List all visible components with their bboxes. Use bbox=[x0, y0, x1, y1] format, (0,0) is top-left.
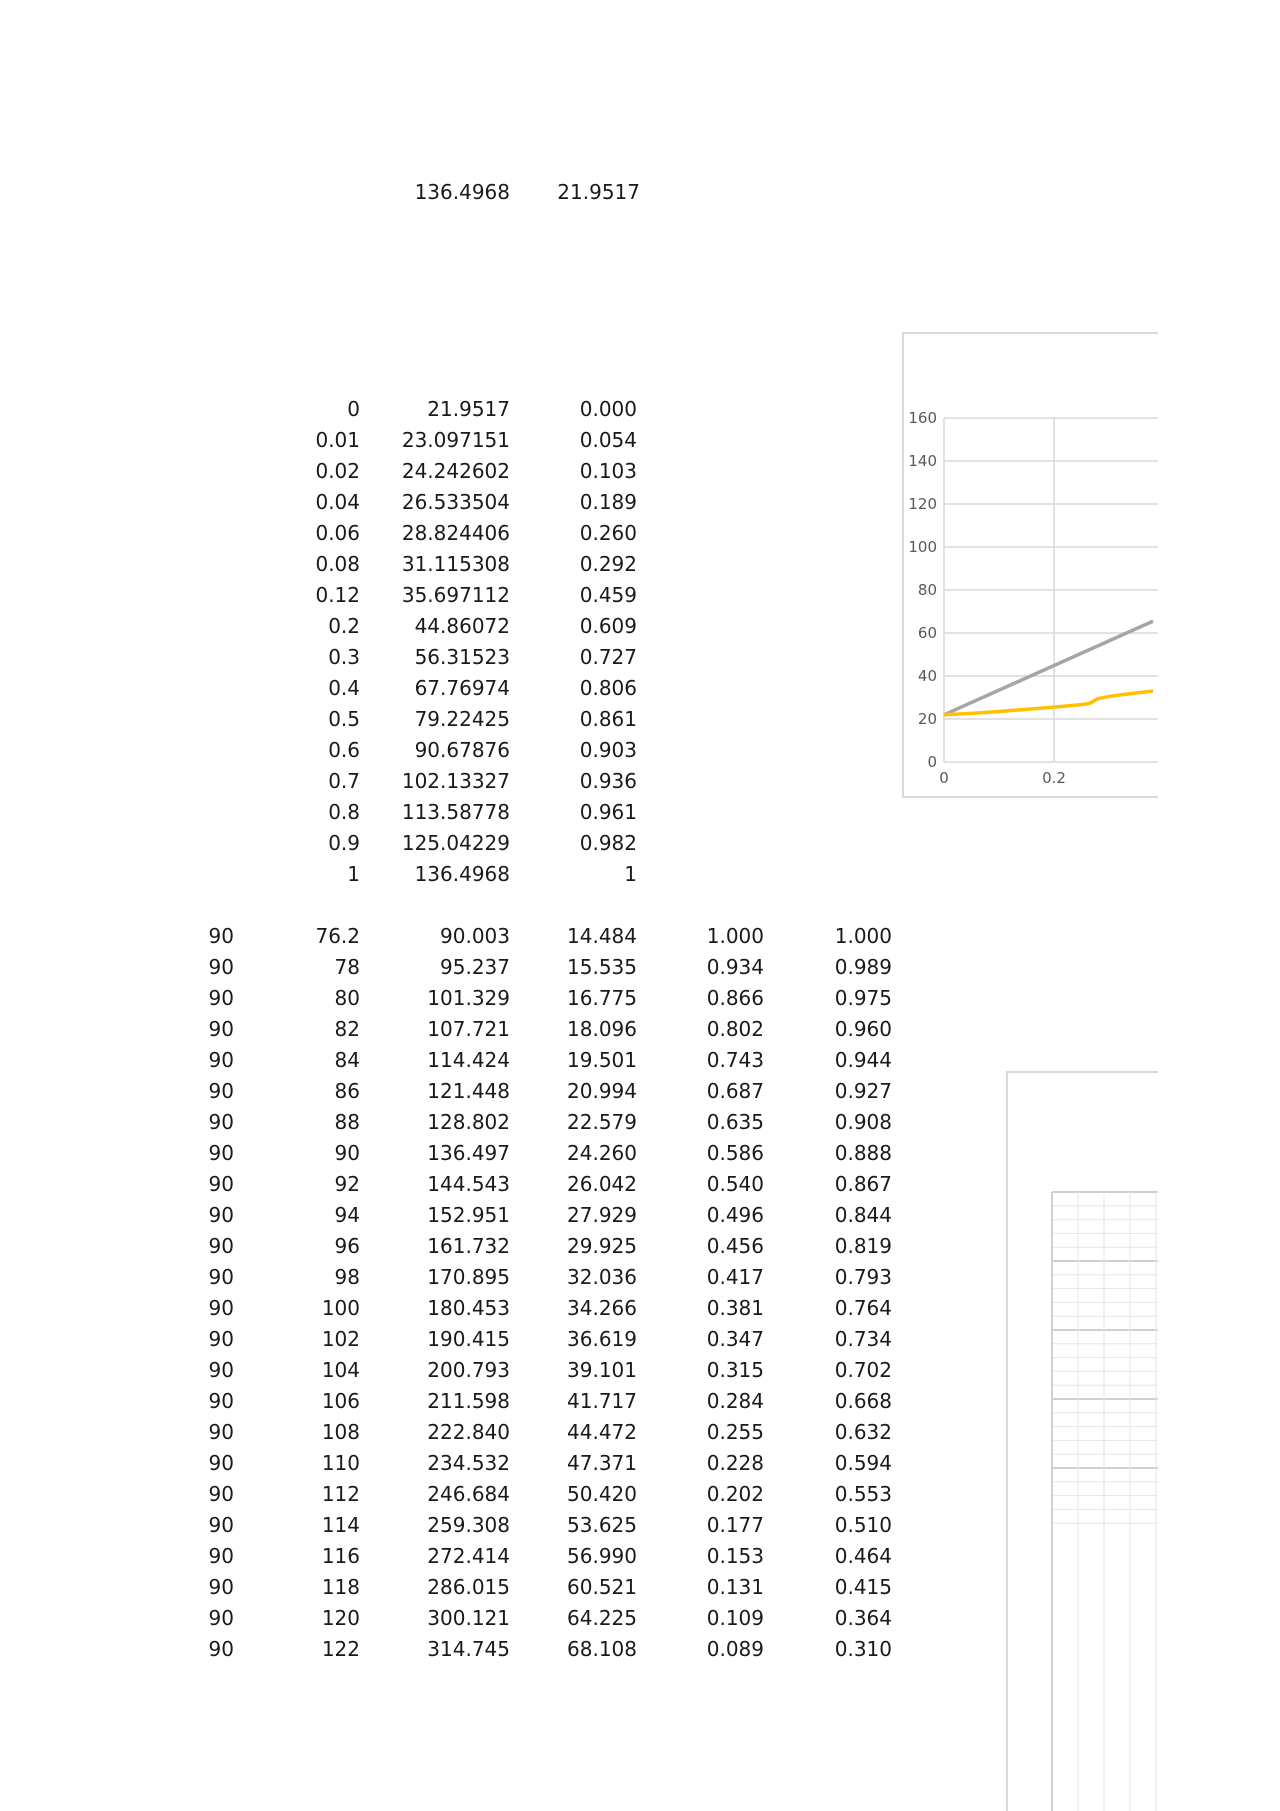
table2-cell-r21-c0: 90 bbox=[208, 1575, 234, 1599]
table2-cell-r1-c2: 95.237 bbox=[440, 955, 510, 979]
table2-cell-r12-c3: 34.266 bbox=[567, 1296, 637, 1320]
table2-cell-r11-c1: 98 bbox=[334, 1265, 360, 1289]
table2-cell-r16-c4: 0.255 bbox=[706, 1420, 764, 1444]
table2-cell-r17-c2: 234.532 bbox=[427, 1451, 510, 1475]
table1-cell-r1-c1: 23.097151 bbox=[401, 428, 510, 452]
table1-cell-r10-c1: 79.22425 bbox=[414, 707, 510, 731]
table2-cell-r8-c4: 0.540 bbox=[706, 1172, 764, 1196]
table2-cell-r22-c3: 64.225 bbox=[567, 1606, 637, 1630]
table2-cell-r21-c2: 286.015 bbox=[427, 1575, 510, 1599]
table2-cell-r0-c5: 1.000 bbox=[834, 924, 892, 948]
table1-cell-r7-c0: 0.2 bbox=[328, 614, 360, 638]
table2-cell-r6-c2: 128.802 bbox=[427, 1110, 510, 1134]
table2-cell-r2-c5: 0.975 bbox=[834, 986, 892, 1010]
table2-cell-r0-c2: 90.003 bbox=[440, 924, 510, 948]
y-tick-label: 160 bbox=[908, 409, 937, 427]
table2-cell-r3-c2: 107.721 bbox=[427, 1017, 510, 1041]
table1-cell-r9-c2: 0.806 bbox=[579, 676, 637, 700]
y-tick-label: 140 bbox=[908, 452, 937, 470]
table2-cell-r11-c2: 170.895 bbox=[427, 1265, 510, 1289]
table2-cell-r9-c0: 90 bbox=[208, 1203, 234, 1227]
table2-cell-r11-c0: 90 bbox=[208, 1265, 234, 1289]
table2-cell-r6-c5: 0.908 bbox=[834, 1110, 892, 1134]
table1-cell-r14-c0: 0.9 bbox=[328, 831, 360, 855]
table2-cell-r2-c0: 90 bbox=[208, 986, 234, 1010]
table2-cell-r10-c5: 0.819 bbox=[834, 1234, 892, 1258]
table2-cell-r13-c0: 90 bbox=[208, 1327, 234, 1351]
table2-cell-r8-c5: 0.867 bbox=[834, 1172, 892, 1196]
table2-cell-r13-c4: 0.347 bbox=[706, 1327, 764, 1351]
header-value-b: 21.9517 bbox=[557, 180, 640, 204]
table2-cell-r5-c2: 121.448 bbox=[427, 1079, 510, 1103]
table2-cell-r15-c0: 90 bbox=[208, 1389, 234, 1413]
y-tick-label: 100 bbox=[908, 538, 937, 556]
table1-cell-r15-c1: 136.4968 bbox=[414, 862, 510, 886]
table1-cell-r6-c1: 35.697112 bbox=[401, 583, 510, 607]
table2-cell-r22-c0: 90 bbox=[208, 1606, 234, 1630]
table2-cell-r21-c3: 60.521 bbox=[567, 1575, 637, 1599]
table2-cell-r20-c4: 0.153 bbox=[706, 1544, 764, 1568]
table2-cell-r20-c1: 116 bbox=[321, 1544, 360, 1568]
table2-cell-r14-c5: 0.702 bbox=[834, 1358, 892, 1382]
table2-cell-r15-c3: 41.717 bbox=[567, 1389, 637, 1413]
table2-cell-r15-c5: 0.668 bbox=[834, 1389, 892, 1413]
table2-cell-r6-c3: 22.579 bbox=[567, 1110, 637, 1134]
table2-cell-r12-c1: 100 bbox=[321, 1296, 360, 1320]
table1-cell-r13-c1: 113.58778 bbox=[401, 800, 510, 824]
table2-cell-r10-c0: 90 bbox=[208, 1234, 234, 1258]
table2-cell-r13-c3: 36.619 bbox=[567, 1327, 637, 1351]
table1-cell-r14-c1: 125.04229 bbox=[401, 831, 510, 855]
table2-cell-r8-c1: 92 bbox=[334, 1172, 360, 1196]
table1-cell-r5-c2: 0.292 bbox=[579, 552, 637, 576]
table2-cell-r8-c3: 26.042 bbox=[567, 1172, 637, 1196]
table1-cell-r4-c0: 0.06 bbox=[315, 521, 360, 545]
table1-cell-r12-c2: 0.936 bbox=[579, 769, 637, 793]
table1-cell-r5-c0: 0.08 bbox=[315, 552, 360, 576]
y-tick-label: 40 bbox=[917, 667, 937, 685]
table1-cell-r15-c2: 1 bbox=[624, 862, 637, 886]
table2-cell-r19-c4: 0.177 bbox=[706, 1513, 764, 1537]
table2-cell-r2-c2: 101.329 bbox=[427, 986, 510, 1010]
header-value-a: 136.4968 bbox=[414, 180, 510, 204]
table1-cell-r8-c1: 56.31523 bbox=[414, 645, 510, 669]
table2-cell-r1-c3: 15.535 bbox=[567, 955, 637, 979]
table1-cell-r9-c1: 67.76974 bbox=[414, 676, 510, 700]
table2-cell-r0-c0: 90 bbox=[208, 924, 234, 948]
table1-cell-r13-c0: 0.8 bbox=[328, 800, 360, 824]
table2-cell-r8-c2: 144.543 bbox=[427, 1172, 510, 1196]
table2-cell-r16-c5: 0.632 bbox=[834, 1420, 892, 1444]
x-tick-label: 0.2 bbox=[1042, 769, 1066, 787]
table2-cell-r18-c5: 0.553 bbox=[834, 1482, 892, 1506]
table1-cell-r11-c2: 0.903 bbox=[579, 738, 637, 762]
table2-cell-r9-c4: 0.496 bbox=[706, 1203, 764, 1227]
table2-cell-r17-c1: 110 bbox=[321, 1451, 360, 1475]
table1-cell-r6-c2: 0.459 bbox=[579, 583, 637, 607]
table2-cell-r20-c2: 272.414 bbox=[427, 1544, 510, 1568]
table2-cell-r1-c0: 90 bbox=[208, 955, 234, 979]
table2-cell-r17-c0: 90 bbox=[208, 1451, 234, 1475]
table2-cell-r20-c0: 90 bbox=[208, 1544, 234, 1568]
table2-cell-r12-c0: 90 bbox=[208, 1296, 234, 1320]
table2-cell-r17-c4: 0.228 bbox=[706, 1451, 764, 1475]
table1-cell-r12-c1: 102.13327 bbox=[401, 769, 510, 793]
table2-cell-r5-c0: 90 bbox=[208, 1079, 234, 1103]
table1-cell-r7-c2: 0.609 bbox=[579, 614, 637, 638]
table2-cell-r9-c3: 27.929 bbox=[567, 1203, 637, 1227]
table2-cell-r9-c1: 94 bbox=[334, 1203, 360, 1227]
table2-cell-r4-c5: 0.944 bbox=[834, 1048, 892, 1072]
x-tick-label: 0 bbox=[939, 769, 949, 787]
table2-cell-r0-c3: 14.484 bbox=[567, 924, 637, 948]
table2-cell-r16-c1: 108 bbox=[321, 1420, 360, 1444]
table2-cell-r2-c1: 80 bbox=[334, 986, 360, 1010]
table2-cell-r5-c5: 0.927 bbox=[834, 1079, 892, 1103]
y-tick-label: 0 bbox=[927, 753, 937, 771]
series-line-linear bbox=[944, 621, 1153, 715]
y-tick-label: 60 bbox=[917, 624, 937, 642]
table1-cell-r3-c2: 0.189 bbox=[579, 490, 637, 514]
table2-cell-r1-c5: 0.989 bbox=[834, 955, 892, 979]
table2-cell-r9-c2: 152.951 bbox=[427, 1203, 510, 1227]
table1-cell-r0-c2: 0.000 bbox=[579, 397, 637, 421]
table1-cell-r2-c0: 0.02 bbox=[315, 459, 360, 483]
table2-cell-r5-c4: 0.687 bbox=[706, 1079, 764, 1103]
table2-cell-r4-c2: 114.424 bbox=[427, 1048, 510, 1072]
y-tick-label: 20 bbox=[917, 710, 937, 728]
table2-cell-r19-c2: 259.308 bbox=[427, 1513, 510, 1537]
table2-cell-r3-c0: 90 bbox=[208, 1017, 234, 1041]
table2-cell-r7-c5: 0.888 bbox=[834, 1141, 892, 1165]
table2-cell-r21-c1: 118 bbox=[321, 1575, 360, 1599]
table2-cell-r11-c4: 0.417 bbox=[706, 1265, 764, 1289]
table2-cell-r9-c5: 0.844 bbox=[834, 1203, 892, 1227]
table1-cell-r10-c2: 0.861 bbox=[579, 707, 637, 731]
table2-cell-r6-c1: 88 bbox=[334, 1110, 360, 1134]
table2-cell-r12-c5: 0.764 bbox=[834, 1296, 892, 1320]
line-chart-svg bbox=[904, 334, 1158, 796]
table2-cell-r3-c3: 18.096 bbox=[567, 1017, 637, 1041]
table2-cell-r22-c2: 300.121 bbox=[427, 1606, 510, 1630]
second-chart[interactable] bbox=[1006, 1071, 1158, 1811]
table2-cell-r16-c0: 90 bbox=[208, 1420, 234, 1444]
table2-cell-r21-c5: 0.415 bbox=[834, 1575, 892, 1599]
table2-cell-r10-c3: 29.925 bbox=[567, 1234, 637, 1258]
table2-cell-r18-c0: 90 bbox=[208, 1482, 234, 1506]
table1-cell-r5-c1: 31.115308 bbox=[401, 552, 510, 576]
table1-cell-r3-c0: 0.04 bbox=[315, 490, 360, 514]
table2-cell-r20-c3: 56.990 bbox=[567, 1544, 637, 1568]
table2-cell-r13-c5: 0.734 bbox=[834, 1327, 892, 1351]
table2-cell-r6-c4: 0.635 bbox=[706, 1110, 764, 1134]
table1-cell-r2-c2: 0.103 bbox=[579, 459, 637, 483]
table2-cell-r15-c2: 211.598 bbox=[427, 1389, 510, 1413]
table2-cell-r16-c2: 222.840 bbox=[427, 1420, 510, 1444]
table1-cell-r9-c0: 0.4 bbox=[328, 676, 360, 700]
table2-cell-r17-c3: 47.371 bbox=[567, 1451, 637, 1475]
second-chart-svg bbox=[1008, 1073, 1158, 1811]
table1-cell-r2-c1: 24.242602 bbox=[401, 459, 510, 483]
table2-cell-r10-c2: 161.732 bbox=[427, 1234, 510, 1258]
table2-cell-r4-c4: 0.743 bbox=[706, 1048, 764, 1072]
table1-cell-r1-c2: 0.054 bbox=[579, 428, 637, 452]
table2-cell-r7-c2: 136.497 bbox=[427, 1141, 510, 1165]
table2-cell-r6-c0: 90 bbox=[208, 1110, 234, 1134]
table2-cell-r19-c3: 53.625 bbox=[567, 1513, 637, 1537]
table2-cell-r7-c1: 90 bbox=[334, 1141, 360, 1165]
table2-cell-r3-c4: 0.802 bbox=[706, 1017, 764, 1041]
table2-cell-r7-c0: 90 bbox=[208, 1141, 234, 1165]
table2-cell-r19-c0: 90 bbox=[208, 1513, 234, 1537]
table1-cell-r7-c1: 44.86072 bbox=[414, 614, 510, 638]
table2-cell-r17-c5: 0.594 bbox=[834, 1451, 892, 1475]
table2-cell-r0-c1: 76.2 bbox=[315, 924, 360, 948]
table2-cell-r13-c1: 102 bbox=[321, 1327, 360, 1351]
table2-cell-r14-c3: 39.101 bbox=[567, 1358, 637, 1382]
table2-cell-r23-c0: 90 bbox=[208, 1637, 234, 1661]
table2-cell-r2-c4: 0.866 bbox=[706, 986, 764, 1010]
table2-cell-r12-c2: 180.453 bbox=[427, 1296, 510, 1320]
table1-cell-r15-c0: 1 bbox=[347, 862, 360, 886]
table2-cell-r23-c1: 122 bbox=[321, 1637, 360, 1661]
table1-cell-r0-c1: 21.9517 bbox=[427, 397, 510, 421]
table2-cell-r5-c3: 20.994 bbox=[567, 1079, 637, 1103]
table2-cell-r7-c3: 24.260 bbox=[567, 1141, 637, 1165]
table2-cell-r15-c1: 106 bbox=[321, 1389, 360, 1413]
table2-cell-r4-c3: 19.501 bbox=[567, 1048, 637, 1072]
table2-cell-r10-c1: 96 bbox=[334, 1234, 360, 1258]
table1-cell-r10-c0: 0.5 bbox=[328, 707, 360, 731]
table2-cell-r18-c1: 112 bbox=[321, 1482, 360, 1506]
table2-cell-r20-c5: 0.464 bbox=[834, 1544, 892, 1568]
table1-cell-r11-c0: 0.6 bbox=[328, 738, 360, 762]
table1-cell-r1-c0: 0.01 bbox=[315, 428, 360, 452]
table2-cell-r22-c5: 0.364 bbox=[834, 1606, 892, 1630]
table2-cell-r22-c4: 0.109 bbox=[706, 1606, 764, 1630]
table1-cell-r13-c2: 0.961 bbox=[579, 800, 637, 824]
table2-cell-r19-c5: 0.510 bbox=[834, 1513, 892, 1537]
table2-cell-r3-c1: 82 bbox=[334, 1017, 360, 1041]
table1-cell-r4-c2: 0.260 bbox=[579, 521, 637, 545]
table2-cell-r23-c3: 68.108 bbox=[567, 1637, 637, 1661]
table2-cell-r18-c2: 246.684 bbox=[427, 1482, 510, 1506]
table2-cell-r14-c2: 200.793 bbox=[427, 1358, 510, 1382]
table1-cell-r14-c2: 0.982 bbox=[579, 831, 637, 855]
table2-cell-r4-c1: 84 bbox=[334, 1048, 360, 1072]
table2-cell-r18-c4: 0.202 bbox=[706, 1482, 764, 1506]
table1-cell-r12-c0: 0.7 bbox=[328, 769, 360, 793]
table1-cell-r0-c0: 0 bbox=[347, 397, 360, 421]
line-chart[interactable] bbox=[902, 332, 1158, 798]
table2-cell-r4-c0: 90 bbox=[208, 1048, 234, 1072]
table2-cell-r8-c0: 90 bbox=[208, 1172, 234, 1196]
table2-cell-r12-c4: 0.381 bbox=[706, 1296, 764, 1320]
table1-cell-r11-c1: 90.67876 bbox=[414, 738, 510, 762]
table1-cell-r3-c1: 26.533504 bbox=[401, 490, 510, 514]
table2-cell-r2-c3: 16.775 bbox=[567, 986, 637, 1010]
table2-cell-r13-c2: 190.415 bbox=[427, 1327, 510, 1351]
y-tick-label: 80 bbox=[917, 581, 937, 599]
table2-cell-r14-c0: 90 bbox=[208, 1358, 234, 1382]
y-tick-label: 120 bbox=[908, 495, 937, 513]
table2-cell-r1-c4: 0.934 bbox=[706, 955, 764, 979]
table2-cell-r23-c2: 314.745 bbox=[427, 1637, 510, 1661]
table2-cell-r11-c3: 32.036 bbox=[567, 1265, 637, 1289]
table2-cell-r23-c4: 0.089 bbox=[706, 1637, 764, 1661]
table2-cell-r11-c5: 0.793 bbox=[834, 1265, 892, 1289]
table2-cell-r1-c1: 78 bbox=[334, 955, 360, 979]
series-line-curve bbox=[944, 691, 1153, 715]
table2-cell-r21-c4: 0.131 bbox=[706, 1575, 764, 1599]
table2-cell-r3-c5: 0.960 bbox=[834, 1017, 892, 1041]
table2-cell-r15-c4: 0.284 bbox=[706, 1389, 764, 1413]
table1-cell-r4-c1: 28.824406 bbox=[401, 521, 510, 545]
table1-cell-r8-c0: 0.3 bbox=[328, 645, 360, 669]
table1-cell-r8-c2: 0.727 bbox=[579, 645, 637, 669]
table2-cell-r16-c3: 44.472 bbox=[567, 1420, 637, 1444]
table2-cell-r23-c5: 0.310 bbox=[834, 1637, 892, 1661]
table1-cell-r6-c0: 0.12 bbox=[315, 583, 360, 607]
table2-cell-r14-c1: 104 bbox=[321, 1358, 360, 1382]
table2-cell-r18-c3: 50.420 bbox=[567, 1482, 637, 1506]
table2-cell-r14-c4: 0.315 bbox=[706, 1358, 764, 1382]
table2-cell-r0-c4: 1.000 bbox=[706, 924, 764, 948]
table2-cell-r10-c4: 0.456 bbox=[706, 1234, 764, 1258]
table2-cell-r19-c1: 114 bbox=[321, 1513, 360, 1537]
table2-cell-r22-c1: 120 bbox=[321, 1606, 360, 1630]
table2-cell-r5-c1: 86 bbox=[334, 1079, 360, 1103]
table2-cell-r7-c4: 0.586 bbox=[706, 1141, 764, 1165]
